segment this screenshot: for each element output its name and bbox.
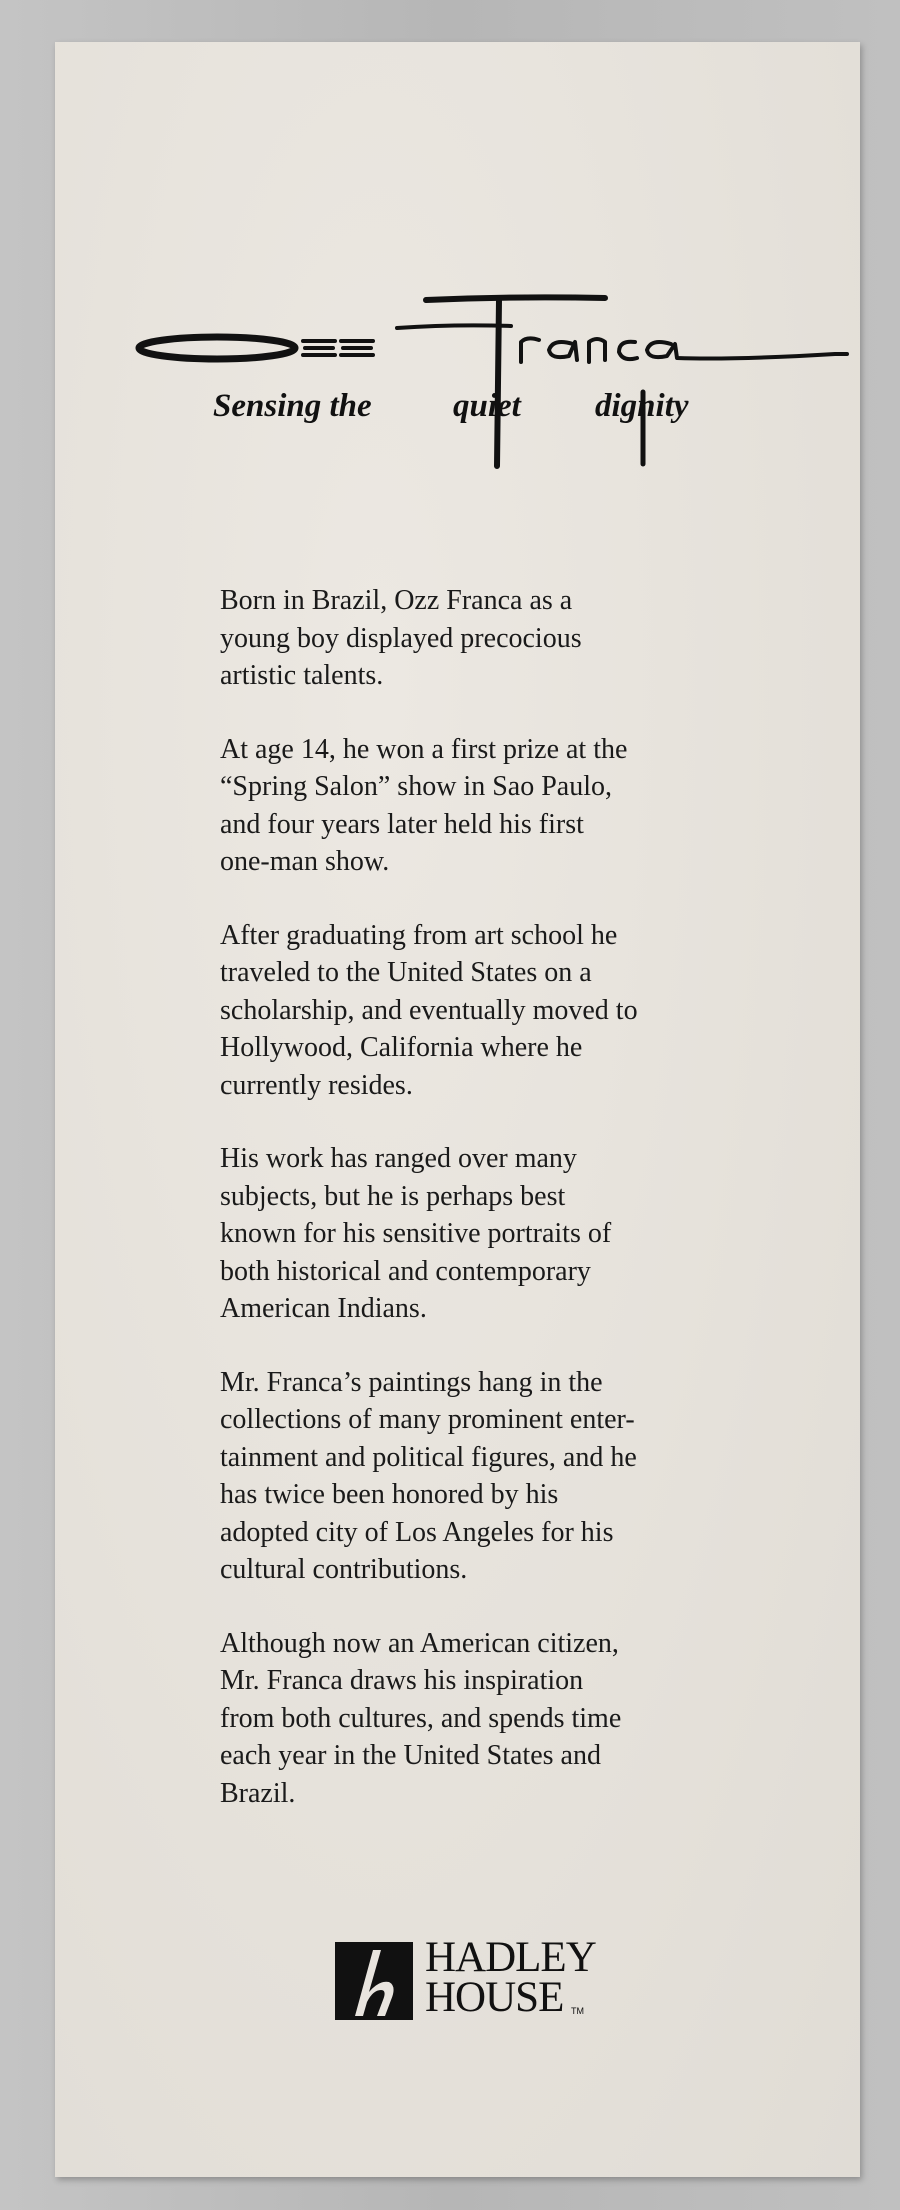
tagline-part-2: quiet [453,388,521,424]
paragraph-birth: Born in Brazil, Ozz Franca as a young boy displayed precocious artistic talents. [220,585,582,691]
tagline-part-3: dignity [595,388,689,424]
paragraph-early-prize: At age 14, he won a first prize at the “Spring Salon” show in Sao Paulo, and four years later held his first one-man show. [220,733,628,877]
paragraph-citizenship: Although now an American citizen, Mr. Franca draws his inspiration from both cultures, and spends time each year in the United States and Brazil. [220,1627,622,1809]
paragraph-collections: Mr. Franca’s paintings hang in the collections of many prominent enter- tainment and political figures, and he has twice been honored by his adopted city of Los Angeles for his cultural contributions. [220,1366,637,1585]
biography-card [55,42,860,2177]
publisher-name: HADLEY HOUSE [425,1934,596,2021]
paragraph-subjects: His work has ranged over many subjects, but he is perhaps best known for his sensitive portraits of both historical and contemporary American Indians. [220,1143,612,1324]
ozz-franca-signature-logo [135,242,855,472]
biography-text [220,582,780,1848]
paragraph-education: After graduating from art school he traveled to the United States on a scholarship, and eventually moved to Hollywood, California where he currently resides. [220,919,638,1101]
tagline-part-1: Sensing the [213,388,372,424]
trademark-mark: TM [571,2006,584,2016]
publisher-logo [335,1934,655,2021]
hadley-house-h-icon [335,1942,413,2020]
